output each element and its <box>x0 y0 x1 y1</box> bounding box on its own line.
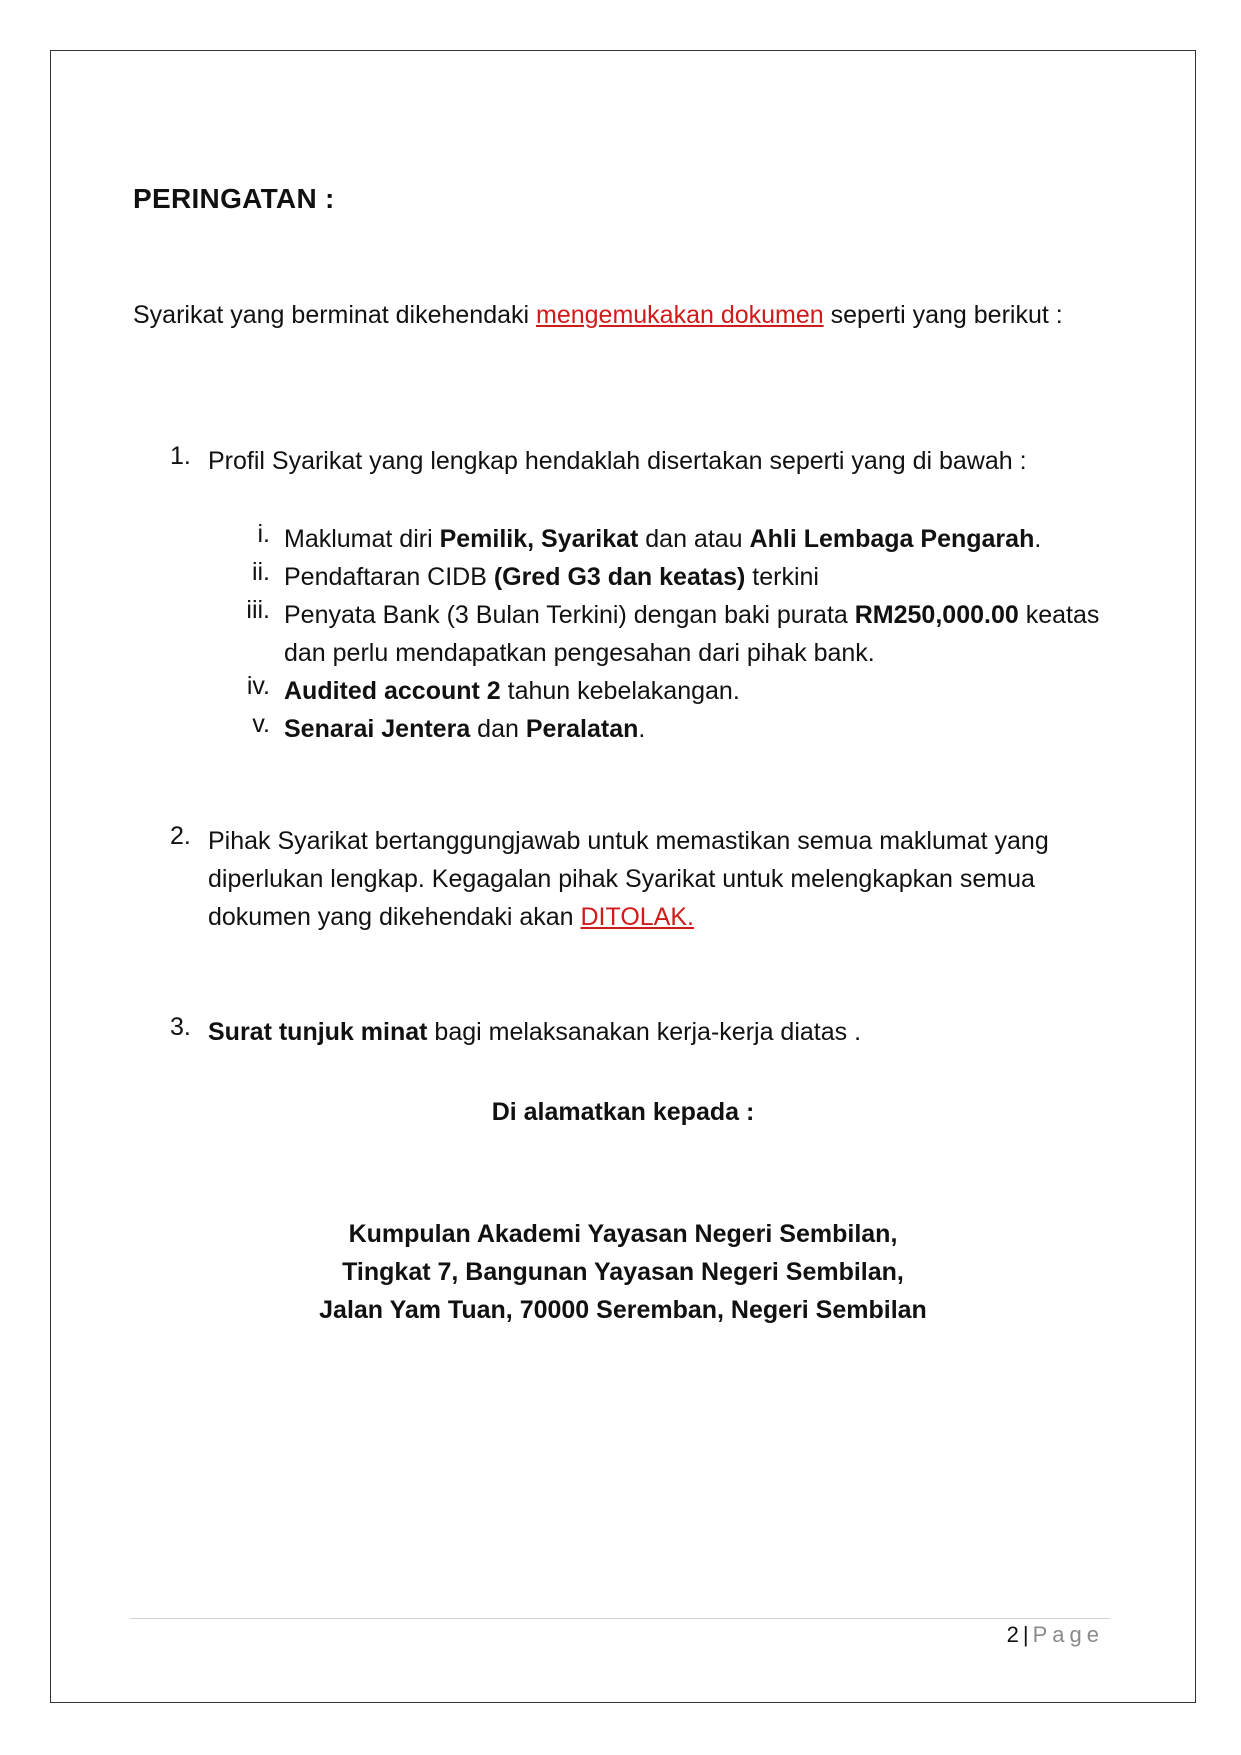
item-3-text <box>208 1013 1128 1051</box>
subitem-iii-numeral: iii. <box>246 596 270 624</box>
subitem-i-part: dan atau <box>638 525 750 553</box>
address-line-3: Jalan Yam Tuan, 70000 Seremban, Negeri Sembilan <box>319 1296 927 1324</box>
item-2-rejected-highlight: DITOLAK. <box>580 903 694 931</box>
intro-highlight: mengemukakan dokumen <box>536 301 824 329</box>
item-1-text: Profil Syarikat yang lengkap hendaklah disertakan seperti yang di bawah : <box>208 447 1027 475</box>
footer-divider <box>130 1618 1110 1619</box>
subitem-ii-bold: (Gred G3 dan keatas) <box>493 563 746 591</box>
subitem-ii-numeral: ii. <box>251 558 270 586</box>
subitem-v-bold-1: Senarai Jentera <box>284 715 471 743</box>
intro-paragraph <box>133 296 1093 335</box>
address-line-1: Kumpulan Akademi Yayasan Negeri Sembilan, <box>348 1220 898 1248</box>
subitem-iii-text <box>284 596 1124 672</box>
intro-text-after: seperti yang berikut : <box>823 301 1063 329</box>
item-3-body: bagi melaksanakan kerja-kerja diatas . <box>427 1018 862 1046</box>
item-3-number: 3. <box>170 1013 191 1041</box>
subitem-iii-part: keatas dan perlu mendapatkan pengesahan dari pihak bank. <box>284 601 1100 667</box>
intro-text-before: Syarikat yang berminat dikehendaki <box>133 301 537 329</box>
subitem-i-text <box>284 520 1124 558</box>
subitem-ii-text <box>284 558 1124 596</box>
subitem-i-part: . <box>1034 525 1042 553</box>
subitem-iv-part: tahun kebelakangan. <box>500 677 740 705</box>
subitem-v-bold-2: Peralatan <box>525 715 639 743</box>
subitem-v-part: . <box>638 715 646 743</box>
footer-separator: | <box>1022 1622 1029 1647</box>
subitem-i-numeral: i. <box>257 520 270 548</box>
subitem-v-text <box>284 710 1124 748</box>
subitem-iv-numeral: iv. <box>246 672 270 700</box>
subitem-v-part: dan <box>470 715 526 743</box>
item-1-number: 1. <box>170 442 191 470</box>
subitem-iv-bold: Audited account 2 <box>284 677 501 705</box>
footer-page-label: Page <box>1032 1622 1104 1647</box>
page-heading: PERINGATAN : <box>133 183 335 214</box>
subitem-iii-part: Penyata Bank (3 Bulan Terkini) dengan baki purata <box>284 601 855 629</box>
subitem-iv-text <box>284 672 1124 710</box>
address-heading: Di alamatkan kepada : <box>491 1098 755 1126</box>
subitem-iii-bold: RM250,000.00 <box>854 601 1019 629</box>
page-footer <box>1007 1622 1104 1648</box>
footer-page-number: 2 <box>1006 1622 1019 1647</box>
item-3-bold: Surat tunjuk minat <box>208 1018 428 1046</box>
subitem-v-numeral: v. <box>252 710 270 738</box>
subitem-ii-part: Pendaftaran CIDB <box>284 563 494 591</box>
item-2-body: Pihak Syarikat bertanggungjawab untuk memastikan semua maklumat yang diperlukan lengkap. Kegagalan pihak Syarikat untuk melengkapkan semua dokumen yang dikehendaki akan <box>208 827 1049 931</box>
subitem-ii-part: terkini <box>745 563 819 591</box>
address-line-2: Tingkat 7, Bangunan Yayasan Negeri Sembilan, <box>342 1258 904 1286</box>
item-2-text <box>208 822 1128 936</box>
subitem-i-bold-1: Pemilik, Syarikat <box>439 525 639 553</box>
subitem-i-part: Maklumat diri <box>284 525 440 553</box>
subitem-i-bold-2: Ahli Lembaga Pengarah <box>749 525 1035 553</box>
item-2-number: 2. <box>170 822 191 850</box>
